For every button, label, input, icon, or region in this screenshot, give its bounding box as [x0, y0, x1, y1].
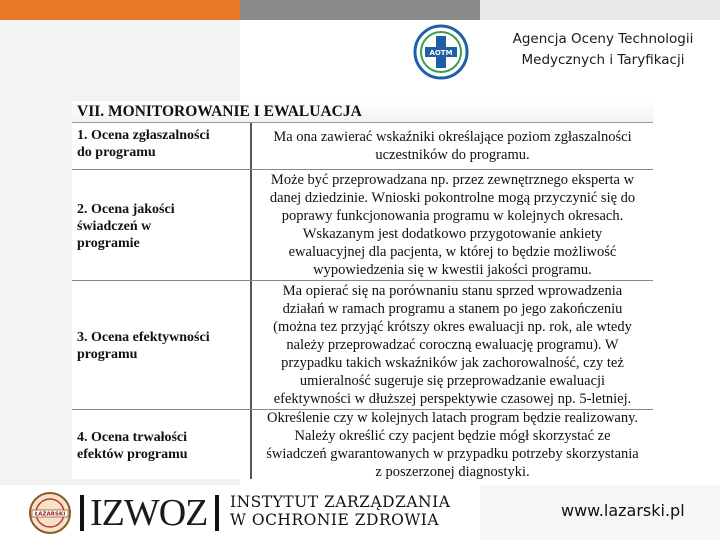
top-bar-gray [240, 0, 480, 20]
row-desc-line: świadczeń gwarantowanych w przypadku potrzeby skorzystania [266, 445, 639, 462]
row-desc-line: należy przeprowadzać coroczną ewaluację programu). W [286, 337, 619, 353]
website-link[interactable]: www.lazarski.pl [561, 501, 685, 520]
row-label-line: programu [77, 347, 138, 362]
row-desc-line: danej dziedzinie. Wnioski pokontrolne mogą przyczynić się do [269, 190, 636, 206]
document-excerpt [72, 101, 653, 479]
row-desc-line: działań w ramach programu a stanem po jego zakończeniu [282, 301, 623, 317]
row-desc-line: z poszerzonej diagnostyki. [375, 463, 530, 479]
row-label [72, 281, 252, 409]
row-label [72, 410, 252, 479]
table-row [72, 170, 653, 281]
row-desc-line: ewaluacyjnej dla pacjenta, w której to będzie możliwość [288, 244, 617, 260]
row-description [252, 123, 653, 169]
agency-logo-letters: AOTM [429, 49, 453, 57]
row-label-line: efektów programu [77, 446, 188, 462]
row-desc-line: efektywności w dłuższej perspektywie czasowej np. 5-letniej. [273, 391, 632, 407]
agency-logo-icon [413, 24, 469, 80]
row-label-line: świadczeń w [77, 218, 152, 234]
lazarski-logo-icon [28, 491, 72, 535]
institute-name-line2: W OCHRONIE ZDROWIA [230, 511, 440, 529]
lazarski-logo-label: ŁAZARSKI [34, 511, 66, 518]
row-label-line: 4. Ocena trwałości [77, 429, 188, 445]
row-desc-line: Określenie czy w kolejnych latach program będzie realizowany. [266, 409, 639, 426]
izwoz-logo [80, 493, 219, 533]
izwoz-bar-left [80, 495, 84, 531]
row-desc-line: Ma opierać się na porównaniu stanu sprzed wprowadzenia [282, 283, 623, 299]
row-desc-line: Może być przeprowadzana np. przez zewnętrznego eksperta w [270, 172, 635, 188]
agency-name-line2: Medycznych i Taryfikacji [521, 52, 685, 68]
top-bar-orange [0, 0, 240, 20]
row-desc-line: Należy określić czy pacjent będzie mógł skorzystać ze [294, 427, 611, 444]
row-desc-line: wypowiedzenia się w kwestii jakości programu. [313, 262, 592, 278]
agency-name-line1: Agencja Oceny Technologii [512, 31, 694, 47]
row-description [252, 170, 653, 280]
row-label-line: 3. Ocena efektywności [77, 330, 210, 345]
top-bar-light [480, 0, 720, 20]
row-desc-line: przypadku takich wskaźników jak zachorowalność, czy też [281, 355, 624, 371]
row-desc-line: poprawy funkcjonowania programu w kolejnych okresach. [281, 208, 624, 224]
table-row [72, 281, 653, 410]
row-desc-line: uczestników do programu. [375, 147, 530, 163]
row-description [252, 410, 653, 479]
row-label-line: programie [77, 235, 140, 251]
row-desc-line: Wskazanym jest dodatkowo przygotowanie ankiety [302, 226, 603, 242]
table-row [72, 410, 653, 479]
row-label [72, 170, 252, 280]
row-desc-line: Ma ona zawierać wskaźniki określające poziom zgłaszalności [273, 129, 632, 145]
institute-name-line1: INSTYTUT ZARZĄDZANIA [230, 493, 451, 511]
row-desc-line: (można tez przyjąć krótszy okres ewaluacji np. rok, ale wtedy [273, 319, 632, 335]
row-label-line: do programu [77, 145, 156, 160]
izwoz-wordmark: IZWOZ [90, 492, 208, 534]
row-label-line: 2. Ocena jakości [77, 201, 175, 217]
row-desc-line: umieralność sugeruje się przeprowadzanie ewaluacji [299, 373, 606, 389]
row-label [72, 123, 252, 169]
institute-name [230, 493, 450, 529]
table-row [72, 123, 653, 170]
agency-name [493, 29, 713, 71]
row-description [252, 281, 653, 409]
row-label-line: 1. Ocena zgłaszalności [77, 128, 210, 143]
section-title: VII. MONITOROWANIE I EWALUACJA [72, 101, 653, 123]
izwoz-bar-right [215, 495, 219, 531]
